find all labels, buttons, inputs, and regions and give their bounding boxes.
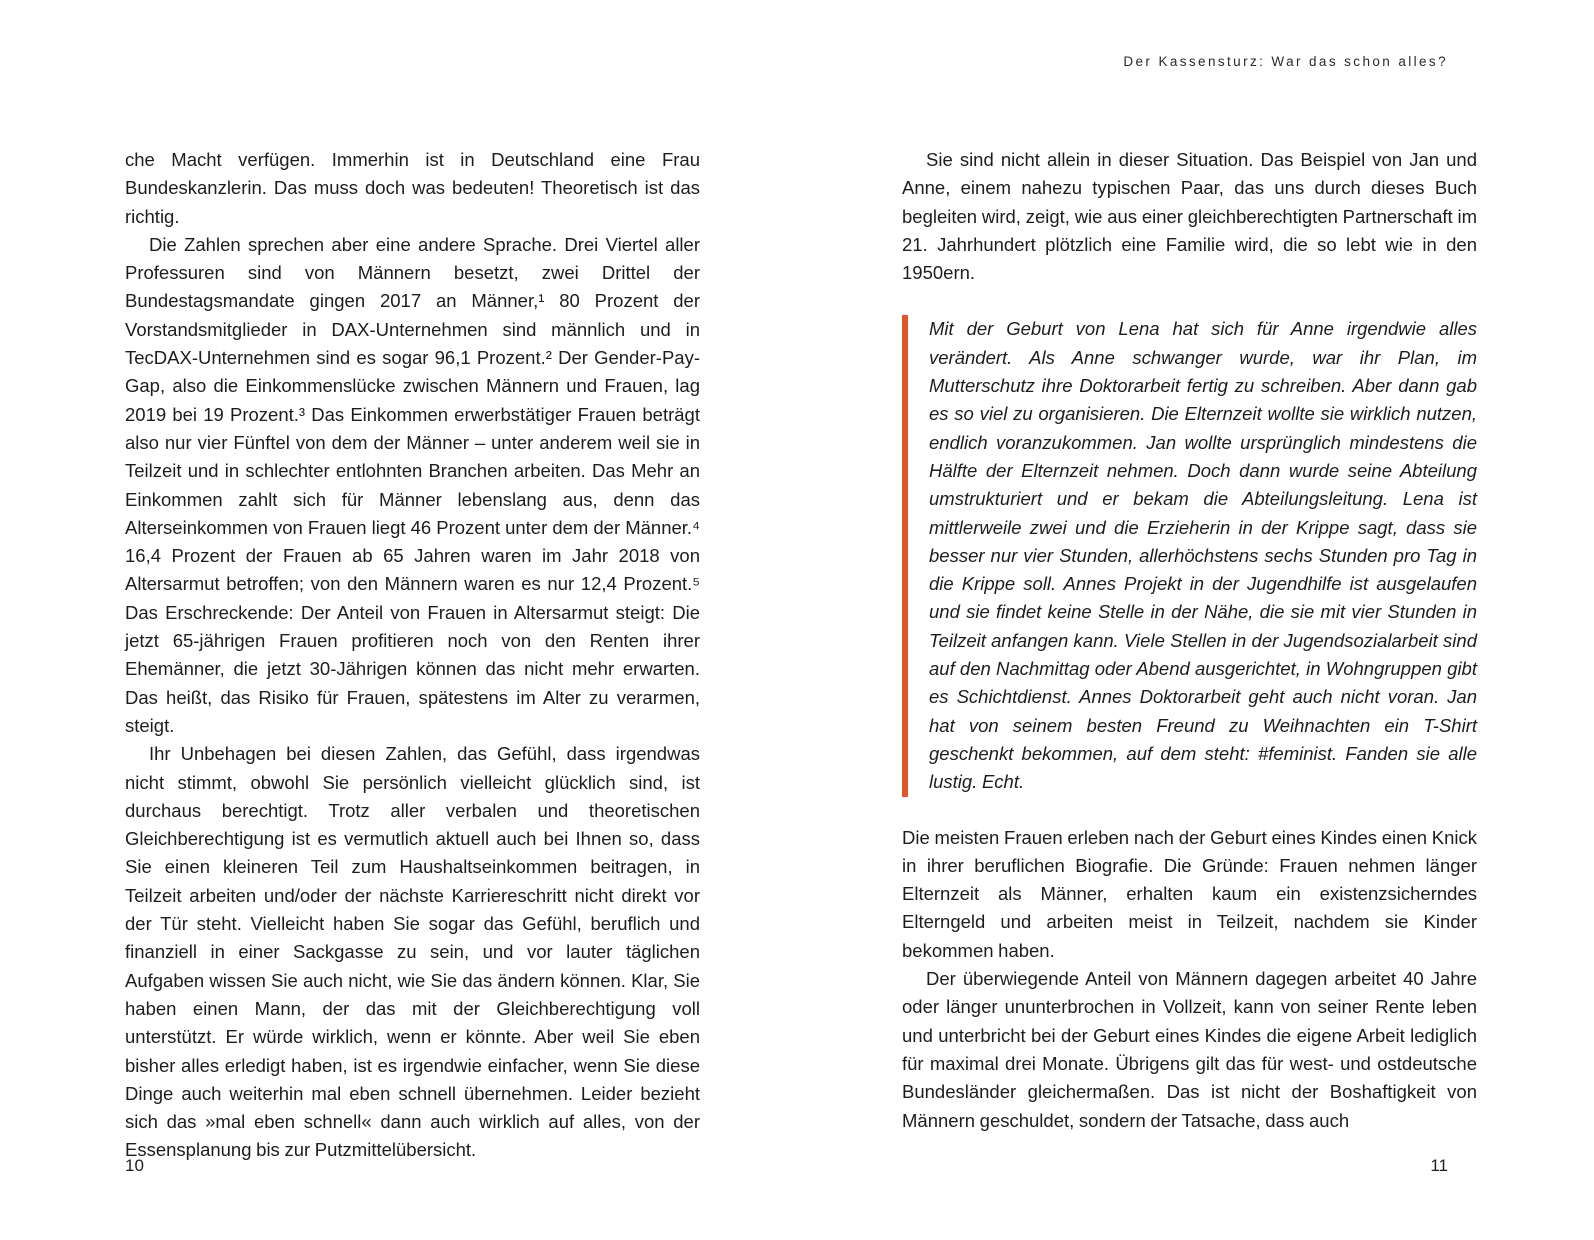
example-quote-block	[902, 315, 1477, 796]
running-head: Der Kassensturz: War das schon alles?	[1123, 54, 1448, 69]
paragraph: che Macht verfügen. Immerhin ist in Deutschland eine Frau Bundeskanzlerin. Das muss doch was bedeuten! Theoretisch ist das richtig.	[125, 149, 700, 227]
paragraph: Die Zahlen sprechen aber eine andere Sprache. Drei Viertel aller Professuren sind von Männern besetzt, zwei Drittel der Bundestagsmandate gingen 2017 an Männer,¹ 80 Prozent der Vorstandsmitglieder in DAX-Unternehmen sind männlich und in TecDAX-Unternehmen sind es sogar 96,1 Prozent.² Der Gender-Pay-Gap, also die Einkommenslücke zwischen Männern und Frauen, lag 2019 bei 19 Prozent.³ Das Einkommen erwerbstätiger Frauen beträgt also nur vier Fünftel von dem der Männer – unter anderem weil sie in Teilzeit und in schlechter entlohnten Branchen arbeiten. Das Mehr an Einkommen zahlt sich für Männer lebenslang aus, denn das Alterseinkommen von Frauen liegt 46 Prozent unter dem der Männer.⁴ 16,4 Prozent der Frauen ab 65 Jahren waren im Jahr 2018 von Altersarmut betroffen; von den Männern waren es nur 12,4 Prozent.⁵ Das Erschreckende: Der Anteil von Frauen in Altersarmut steigt: Die jetzt 65-jährigen Frauen profitieren noch von den Renten ihrer Ehemänner, die jetzt 30-Jährigen können das nicht mehr erwarten. Das heißt, das Risiko für Frauen, spätestens im Alter zu verarmen, steigt.	[125, 233, 700, 736]
page-number-left: 10	[125, 1156, 144, 1175]
page-number-right: 11	[1430, 1156, 1448, 1175]
right-page	[902, 146, 1477, 1135]
paragraph: Die meisten Frauen erleben nach der Geburt eines Kindes einen Knick in ihrer beruflichen Biografie. Die Gründe: Frauen nehmen länger Elternzeit als Männer, erhalten kaum ein existenzsicherndes Elterngeld und arbeiten meist in Teilzeit, nachdem sie Kinder bekommen haben.	[902, 826, 1477, 961]
quote-text: Mit der Geburt von Lena hat sich für Anne irgendwie alles verändert. Als Anne schwanger wurde, war ihr Plan, im Mutterschutz ihre Doktorarbeit fertig zu schreiben. Aber dann gab es so viel zu organisieren. Die Elternzeit wollte sie wirklich nutzen, endlich voranzukommen. Jan wollte ursprünglich mindestens die Hälfte der Elternzeit nehmen. Doch dann wurde seine Abteilung umstrukturiert und er bekam die Abteilungsleitung. Lena ist mittlerweile zwei und die Erzieherin in der Krippe sagt, dass sie besser nur vier Stunden, allerhöchstens sechs Stunden pro Tag in die Krippe soll. Annes Projekt in der Jugendhilfe ist ausgelaufen und sie findet keine Stelle in der Nähe, die sie mit vier Stunden in Teilzeit anfangen kann. Viele Stellen in der Jugendsozialarbeit sind auf den Nachmittag oder Abend ausgerichtet, in Wohngruppen gibt es Schichtdienst. Annes Doktorarbeit geht auch nicht voran. Jan hat von seinem besten Freund zu Weihnachten ein T-Shirt geschenkt bekommen, auf dem steht: #feminist. Fanden sie alle lustig. Echt.	[929, 318, 1477, 793]
left-page	[125, 146, 700, 1165]
paragraph: Ihr Unbehagen bei diesen Zahlen, das Gefühl, dass irgendwas nicht stimmt, obwohl Sie persönlich vielleicht glücklich sind, ist durchaus berechtigt. Trotz aller verbalen und theoretischen Gleichberechtigung ist es vermutlich aktuell auch bei Ihnen so, dass Sie einen kleineren Teil zum Haushaltseinkommen beitragen, in Teilzeit arbeiten und/oder der nächste Karriereschritt nicht direkt vor der Tür steht. Vielleicht haben Sie sogar das Gefühl, beruflich und finanziell in einer Sackgasse zu sein, und vor lauter täglichen Aufgaben wissen Sie auch nicht, wie Sie das ändern können. Klar, Sie haben einen Mann, der das mit der Gleichberechtigung voll unterstützt. Er würde wirklich, wenn er könnte. Aber weil Sie eben bisher alles erledigt haben, ist es irgendwie einfacher, wenn Sie diese Dinge auch weiterhin mal eben schnell übernehmen. Leider bezieht sich das »mal eben schnell« dann auch wirklich auf alles, von der Essensplanung bis zur Putzmittelübersicht.	[125, 743, 700, 1161]
paragraph: Der überwiegende Anteil von Männern dagegen arbeitet 40 Jahre oder länger ununterbrochen in Vollzeit, kann von seiner Rente leben und unterbricht bei der Geburt eines Kindes die eigene Arbeit lediglich für maximal drei Monate. Übrigens gilt das für west- und ostdeutsche Bundesländer gleichermaßen. Das ist nicht der Boshaftigkeit von Männern geschuldet, sondern der Tatsache, dass auch	[902, 968, 1477, 1131]
intro-paragraph: Sie sind nicht allein in dieser Situation. Das Beispiel von Jan und Anne, einem nahezu typischen Paar, das uns durch dieses Buch begleiten wird, zeigt, wie aus einer gleichberechtigten Partnerschaft im 21. Jahrhundert plötzlich eine Familie wird, die so lebt wie in den 1950ern.	[902, 149, 1477, 284]
